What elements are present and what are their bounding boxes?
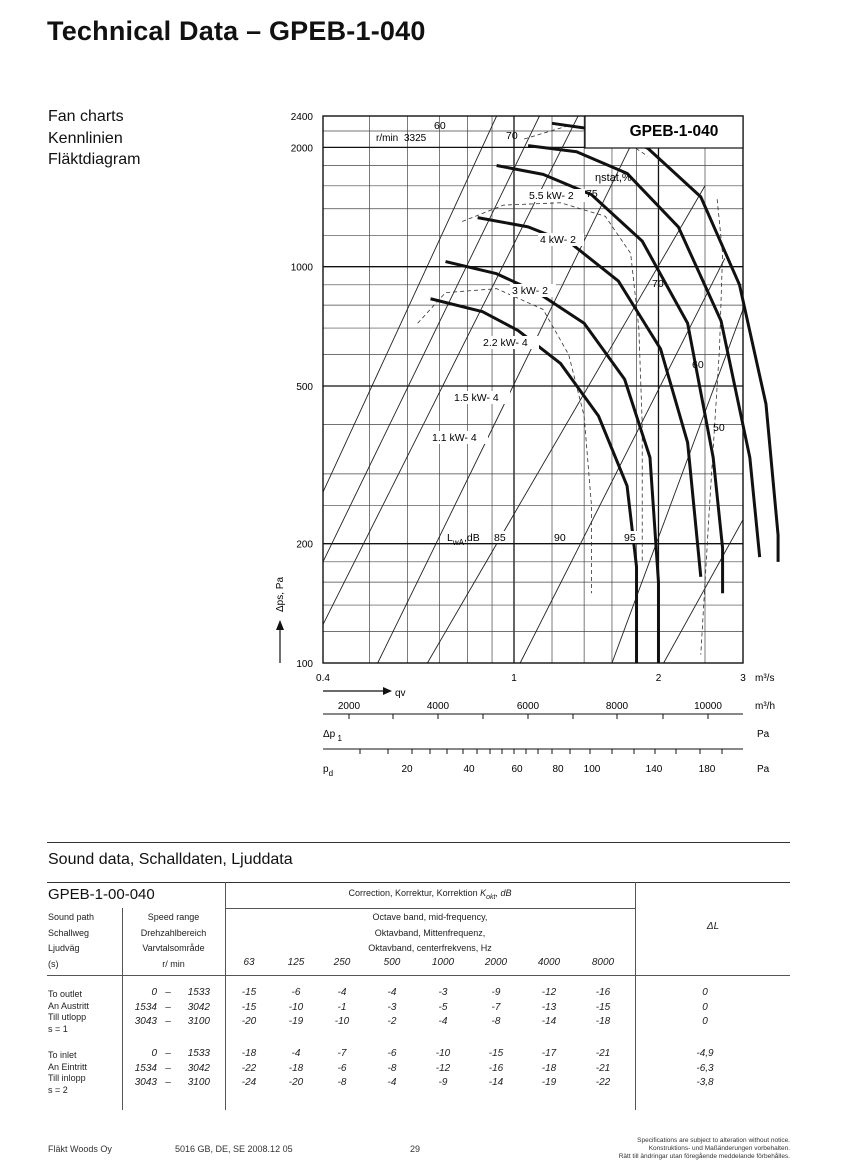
band-header: 4000 (537, 957, 561, 968)
band-value: -14 (541, 1016, 557, 1027)
page-title: Technical Data – GPEB-1-040 (47, 16, 426, 46)
band-header: 250 (333, 957, 351, 968)
efficiency-value: 70 (652, 278, 664, 290)
band-value: -18 (288, 1062, 304, 1074)
hdr: Drehzahlbereich (140, 927, 207, 938)
rpm-value: 3325 (404, 133, 427, 144)
pd-tick-label: 140 (645, 764, 663, 775)
band-value: -1 (337, 1001, 347, 1013)
hdr: Oktavband, centerfrekvens, Hz (368, 943, 492, 954)
band-value: -24 (241, 1077, 257, 1088)
footer-note: Specifications are subject to alteration without notice. (637, 1137, 790, 1144)
band-value: -15 (241, 1001, 257, 1013)
band-value: -6 (337, 1062, 347, 1074)
y-tick-label: 500 (296, 381, 313, 393)
band-value: -5 (438, 1001, 448, 1013)
motor-curve-label: 1.5 kW- 4 (454, 392, 499, 404)
y-tick-label: 2000 (290, 143, 313, 155)
hdr: Sound path (48, 912, 95, 922)
band-value: -12 (435, 1062, 451, 1074)
delta-l-value: -4,9 (696, 1048, 714, 1059)
hdr: Schallweg (48, 927, 90, 938)
band-value: -4 (291, 1048, 301, 1059)
efficiency-value: 60 (692, 359, 704, 371)
band-value: -15 (241, 987, 257, 998)
fan-chart-label: Fläktdiagram (48, 151, 141, 168)
path-label: Till inlopp (48, 1073, 86, 1083)
x-unit: m³/s (755, 673, 775, 684)
footer-note: Rätt till ändringar utan föregående meddelande förbehålles. (618, 1153, 790, 1160)
sound-section-title: Sound data, Schalldaten, Ljuddata (48, 851, 293, 868)
band-value: -14 (488, 1077, 504, 1088)
correction-k-sub: okt (486, 893, 496, 901)
hdr: Varvtalsområde (142, 943, 205, 954)
pd-tick-label: 20 (401, 764, 413, 775)
range-to: 3042 (187, 1001, 210, 1013)
band-value: -6 (291, 987, 301, 998)
range-dash: – (165, 1001, 171, 1013)
efficiency-value: 75 (586, 188, 598, 200)
band-header: 500 (383, 957, 401, 968)
motor-curve-label: 2.2 kW- 4 (483, 337, 528, 349)
m3h-tick-label: 10000 (694, 701, 722, 712)
range-dash: – (165, 1062, 171, 1074)
range-from: 0 (151, 987, 157, 998)
range-dash: – (165, 1077, 171, 1088)
delta-l-value: 0 (702, 987, 708, 998)
footer-note: Konstruktions- und Maßänderungen vorbehalten. (648, 1145, 790, 1152)
band-value: -13 (541, 1001, 557, 1013)
band-value: -4 (438, 1016, 448, 1027)
band-value: -7 (491, 1001, 501, 1013)
band-value: -16 (595, 987, 611, 998)
corr-rule (225, 908, 635, 909)
dp1-sub: 1 (335, 734, 342, 743)
dp1-unit: Pa (757, 729, 770, 740)
band-value: -8 (337, 1077, 347, 1088)
sound-label-unit: ,dB (463, 532, 480, 544)
band-value: -17 (541, 1048, 557, 1059)
hdr: r/ min (162, 958, 185, 969)
footer-company: Fläkt Woods Oy (48, 1144, 112, 1154)
model-name: GPEB-1-00-040 (48, 886, 155, 903)
efficiency-value: 70 (506, 130, 518, 142)
hdr: Ljudväg (48, 943, 80, 954)
octave-header (225, 910, 635, 957)
footer-page: 29 (410, 1144, 421, 1154)
band-value: -20 (288, 1077, 304, 1088)
band-value: -18 (541, 1062, 557, 1074)
correction-header (225, 888, 635, 901)
m3h-tick-label: 8000 (605, 701, 629, 712)
range-from: 3043 (134, 1077, 157, 1088)
band-value: -22 (595, 1077, 611, 1088)
range-from: 0 (151, 1048, 157, 1059)
sound-value: 95 (624, 532, 636, 544)
footer-notes (540, 1137, 790, 1161)
x-tick-label: 0.4 (316, 673, 330, 684)
band-header: 2000 (484, 957, 508, 968)
band-value: -16 (488, 1062, 504, 1074)
x-tick-label: 1 (511, 673, 517, 684)
header-bottom-rule (47, 975, 790, 976)
band-value: -15 (595, 1001, 611, 1013)
path-label: An Eintritt (48, 1061, 88, 1072)
efficiency-value: 50 (713, 422, 725, 434)
sound-path-header (48, 910, 94, 972)
y-tick-label: 200 (296, 539, 313, 551)
sound-value: 90 (554, 532, 566, 544)
m3h-tick-label: 6000 (516, 701, 540, 712)
pd-tick-label: 60 (511, 764, 523, 775)
pd-sub: d (328, 769, 334, 778)
range-dash: – (165, 987, 171, 998)
range-from: 3043 (134, 1016, 157, 1027)
band-value: -19 (541, 1077, 557, 1088)
band-value: -10 (288, 1001, 304, 1013)
m3h-unit: m³/h (755, 701, 775, 712)
band-header: 8000 (591, 957, 615, 968)
correction-text: Correction, Korrektur, Korrektion (348, 888, 481, 898)
band-value: -9 (491, 987, 501, 998)
y-tick-label: 2400 (290, 112, 313, 123)
correction-k: K (480, 888, 487, 898)
delta-l-value: -3,8 (696, 1077, 714, 1088)
hdr: (s) (48, 958, 59, 969)
x-axis-label: qv (395, 688, 406, 699)
band-value: -19 (288, 1016, 304, 1027)
pd-main: p (323, 764, 329, 775)
pd-tick-label: 180 (698, 764, 716, 775)
efficiency-value: 60 (434, 120, 446, 132)
path-label: s = 2 (48, 1084, 68, 1095)
y-tick-label: 100 (296, 659, 313, 670)
band-value: -18 (241, 1048, 257, 1059)
pd-tick-label: 80 (552, 764, 564, 775)
pd-tick-label: 100 (583, 764, 601, 775)
range-to: 3100 (187, 1077, 210, 1088)
correction-unit: , dB (495, 888, 512, 898)
band-value: -6 (387, 1048, 397, 1059)
footer-doc: 5016 GB, DE, SE 2008.12 05 (175, 1144, 293, 1154)
hdr: Speed range (147, 912, 200, 922)
path-label: To outlet (48, 989, 83, 999)
chart-title: GPEB-1-040 (629, 123, 719, 140)
band-value: -20 (241, 1016, 257, 1027)
band-value: -7 (337, 1048, 347, 1059)
m3h-tick-label: 4000 (426, 701, 450, 712)
motor-curve-label: 3 kW- 2 (512, 285, 548, 297)
motor-curve-label: 5.5 kW- 2 (529, 190, 574, 202)
band-value: -3 (438, 987, 448, 998)
delta-l-header: ΔL (706, 921, 720, 932)
range-to: 1533 (187, 987, 210, 998)
x-tick-label: 2 (655, 673, 662, 684)
hdr: Oktavband, Mittenfrequenz, (374, 927, 486, 938)
band-value: -4 (337, 987, 347, 998)
range-dash: – (165, 1048, 171, 1059)
y-axis-label: Δps, Pa (275, 576, 286, 612)
delta-l-value: -6,3 (696, 1062, 714, 1074)
x-tick-label: 3 (740, 673, 746, 684)
delta-l-value: 0 (702, 1016, 708, 1027)
path-label: s = 1 (48, 1023, 68, 1034)
band-value: -4 (387, 987, 397, 998)
range-from: 1534 (134, 1001, 157, 1013)
range-to: 3100 (187, 1016, 210, 1027)
range-dash: – (165, 1016, 171, 1027)
sound-value: 85 (494, 532, 506, 544)
band-value: -12 (541, 987, 557, 998)
m3h-tick-label: 2000 (337, 701, 361, 712)
band-value: -10 (435, 1048, 451, 1059)
y-tick-label: 1000 (290, 262, 313, 274)
path-label: To inlet (48, 1050, 77, 1060)
motor-curve-label: 1.1 kW- 4 (432, 432, 477, 444)
band-value: -8 (387, 1062, 397, 1074)
path-label: An Austritt (48, 1000, 90, 1011)
band-value: -18 (595, 1016, 611, 1027)
speed-range-header (122, 910, 225, 972)
hdr: Octave band, mid-frequency, (372, 912, 488, 922)
band-value: -22 (241, 1062, 257, 1074)
path-label: Till utlopp (48, 1012, 87, 1022)
vline (635, 882, 636, 1110)
band-value: -21 (595, 1062, 611, 1074)
range-to: 1533 (187, 1048, 210, 1059)
band-value: -4 (387, 1077, 397, 1088)
band-value: -2 (387, 1016, 397, 1027)
fan-chart-label: Fan charts (48, 108, 124, 125)
band-header: 63 (243, 957, 255, 968)
band-value: -9 (438, 1077, 448, 1088)
band-header: 1000 (431, 957, 455, 968)
rpm-label: r/min (376, 133, 399, 144)
dp1-main: Δp (323, 729, 336, 740)
band-value: -8 (491, 1016, 501, 1027)
range-to: 3042 (187, 1062, 210, 1074)
delta-l-value: 0 (702, 1001, 708, 1013)
sound-label-l: L (447, 532, 453, 544)
band-value: -3 (387, 1001, 397, 1013)
sound-label-sub: wA (452, 538, 464, 547)
range-from: 1534 (134, 1062, 157, 1074)
pd-unit: Pa (757, 764, 770, 775)
motor-curve-label: 4 kW- 2 (540, 234, 576, 246)
band-header: 125 (287, 957, 305, 968)
band-value: -10 (334, 1016, 350, 1027)
efficiency-label: ηstat,% (595, 172, 632, 184)
pd-tick-label: 40 (463, 764, 475, 775)
fan-chart-label: Kennlinien (48, 129, 123, 147)
band-value: -21 (595, 1048, 611, 1059)
band-value: -15 (488, 1048, 504, 1059)
